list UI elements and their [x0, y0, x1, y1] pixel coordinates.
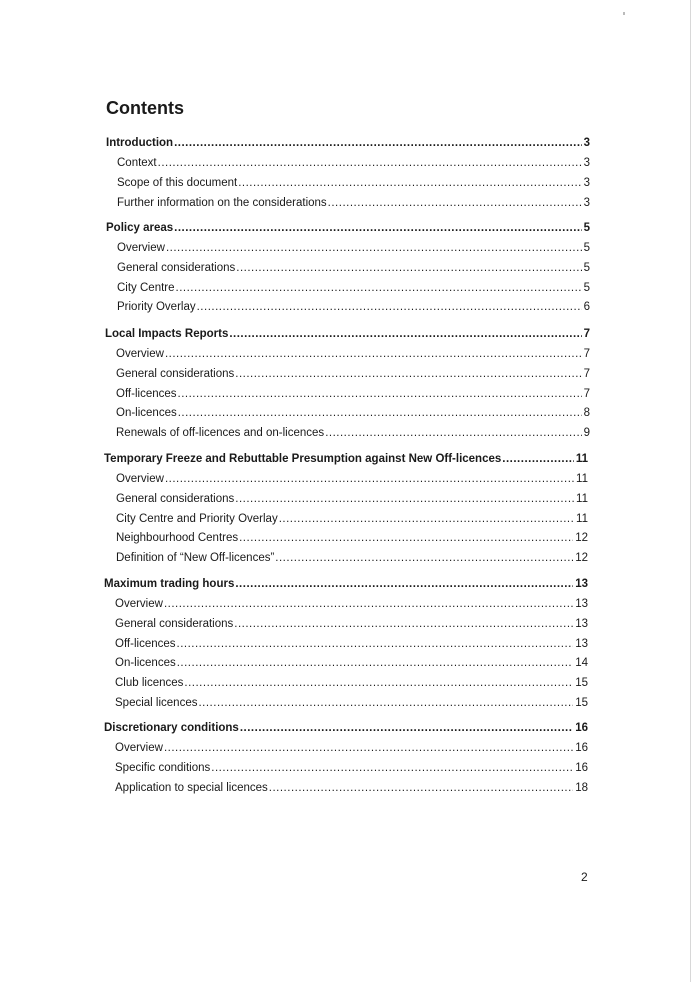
dot-leader	[235, 367, 581, 381]
entry-title: Maximum trading hours	[104, 578, 235, 590]
dot-leader	[178, 387, 582, 401]
dot-leader	[177, 637, 574, 651]
toc-section-entry	[106, 221, 590, 235]
dot-leader	[165, 472, 574, 486]
dot-leader	[174, 136, 582, 150]
entry-title: On-licences	[115, 657, 176, 670]
entry-page-number: 13	[575, 598, 588, 610]
entry-page-number: 7	[583, 328, 590, 340]
toc-subentry	[116, 531, 588, 545]
dot-leader	[211, 761, 573, 775]
entry-title: Overview	[116, 348, 164, 360]
dot-leader	[178, 406, 582, 420]
dot-leader	[238, 176, 581, 190]
entry-title: Special licences	[115, 697, 198, 709]
entry-title: Renewals of off-licences and on-licences	[116, 427, 325, 440]
toc-subentry	[116, 347, 590, 361]
entry-title: General considerations	[117, 261, 236, 274]
entry-page-number: 15	[575, 697, 588, 709]
toc-subentry	[116, 387, 590, 401]
entry-page-number: 3	[583, 157, 590, 169]
toc-subentry	[115, 676, 588, 690]
toc-section-entry	[106, 136, 590, 150]
entry-page-number: 13	[575, 617, 588, 630]
entry-page-number: 16	[575, 722, 588, 734]
toc-subentry	[117, 176, 590, 190]
entry-title: City Centre and Priority Overlay	[116, 512, 278, 525]
dot-leader	[240, 721, 573, 735]
dot-leader	[164, 597, 573, 611]
toc-subentry	[117, 261, 590, 275]
entry-page-number: 12	[575, 532, 588, 545]
entry-page-number: 3	[583, 176, 590, 189]
dot-leader	[325, 426, 581, 440]
toc-section-entry	[105, 327, 590, 341]
entry-page-number: 7	[583, 387, 590, 400]
entry-page-number: 14	[575, 657, 588, 670]
entry-page-number: 11	[576, 492, 588, 505]
dot-leader	[158, 156, 582, 170]
toc-section-entry	[104, 721, 588, 735]
toc-subentry	[117, 300, 590, 314]
entry-title: Off-licences	[116, 387, 177, 400]
entry-title: Overview	[116, 473, 164, 485]
entry-page-number: 16	[575, 742, 588, 754]
entry-page-number: 15	[575, 677, 588, 690]
dot-leader	[166, 241, 582, 255]
toc-subentry	[115, 617, 588, 631]
entry-page-number: 5	[583, 242, 590, 254]
page-title: Contents	[106, 98, 184, 118]
dot-leader	[165, 347, 582, 361]
toc-subentry	[115, 741, 588, 755]
toc-subentry	[115, 637, 588, 651]
entry-title: Temporary Freeze and Rebuttable Presumption against New Off-licences	[104, 453, 502, 465]
toc-subentry	[116, 512, 588, 526]
entry-page-number: 7	[583, 348, 590, 360]
entry-title: Policy areas	[106, 222, 174, 234]
entry-page-number: 13	[575, 637, 588, 650]
toc-subentry	[115, 696, 588, 710]
entry-title: Definition of “New Off-licences”	[116, 552, 275, 565]
toc-subentry	[115, 761, 588, 775]
entry-title: Off-licences	[115, 637, 176, 650]
entry-title: Overview	[115, 598, 163, 610]
toc-subentry	[116, 472, 588, 486]
entry-page-number: 5	[583, 222, 590, 234]
entry-title: Local Impacts Reports	[105, 328, 229, 340]
page-edge-line	[690, 0, 691, 982]
dot-leader	[198, 696, 573, 710]
dot-leader	[229, 327, 581, 341]
entry-title: Specific conditions	[115, 761, 211, 774]
entry-page-number: 16	[575, 761, 588, 774]
toc-subentry	[115, 781, 588, 795]
entry-title: General considerations	[116, 492, 235, 505]
dot-leader	[235, 492, 574, 506]
toc-section-entry	[104, 577, 588, 591]
entry-title: Further information on the considerations	[117, 196, 327, 209]
dot-leader	[184, 676, 573, 690]
entry-title: Overview	[117, 242, 165, 254]
toc-subentry	[116, 367, 590, 381]
dot-leader	[275, 551, 573, 565]
toc-subentry	[117, 156, 590, 170]
toc-subentry	[115, 656, 588, 670]
dot-leader	[176, 281, 582, 295]
toc-subentry	[116, 551, 588, 565]
entry-page-number: 18	[575, 781, 588, 794]
entry-title: Discretionary conditions	[104, 722, 239, 734]
entry-page-number: 5	[583, 281, 590, 294]
toc-subentry	[116, 492, 588, 506]
entry-title: Introduction	[106, 137, 174, 149]
entry-title: Club licences	[115, 677, 184, 690]
entry-title: Scope of this document	[117, 176, 238, 189]
entry-title: General considerations	[115, 617, 234, 630]
entry-title: Overview	[115, 742, 163, 754]
dot-leader	[236, 261, 581, 275]
entry-title: On-licences	[116, 407, 177, 420]
page-number: 2	[581, 870, 588, 884]
dot-leader	[234, 617, 573, 631]
toc-subentry	[117, 241, 590, 255]
entry-page-number: 3	[583, 196, 590, 209]
toc-section-entry	[104, 452, 588, 466]
dot-leader	[239, 531, 573, 545]
entry-page-number: 5	[583, 261, 590, 274]
entry-title: City Centre	[117, 281, 175, 294]
entry-title: General considerations	[116, 367, 235, 380]
entry-page-number: 3	[583, 137, 590, 149]
toc-subentry	[117, 196, 590, 210]
dot-leader	[279, 512, 574, 526]
entry-title: Context	[117, 157, 157, 169]
entry-page-number: 11	[575, 453, 588, 465]
dot-leader	[235, 577, 573, 591]
entry-page-number: 9	[583, 427, 590, 440]
entry-title: Application to special licences	[115, 781, 268, 794]
entry-title: Priority Overlay	[117, 301, 196, 314]
entry-page-number: 7	[583, 367, 590, 380]
toc-subentry	[117, 281, 590, 295]
dot-leader	[328, 196, 582, 210]
dot-leader	[269, 781, 573, 795]
entry-page-number: 11	[576, 473, 588, 485]
entry-page-number: 6	[583, 301, 590, 314]
dot-leader	[164, 741, 573, 755]
entry-title: Neighbourhood Centres	[116, 532, 239, 545]
dot-leader	[502, 452, 574, 466]
toc-subentry	[116, 406, 590, 420]
toc-subentry	[116, 426, 590, 440]
dot-leader	[197, 300, 582, 314]
dot-leader	[177, 656, 573, 670]
scan-speck	[623, 12, 625, 15]
dot-leader	[174, 221, 581, 235]
toc-subentry	[115, 597, 588, 611]
entry-page-number: 12	[575, 552, 588, 565]
entry-page-number: 13	[575, 578, 588, 590]
entry-page-number: 8	[583, 407, 590, 420]
entry-page-number: 11	[576, 512, 588, 525]
